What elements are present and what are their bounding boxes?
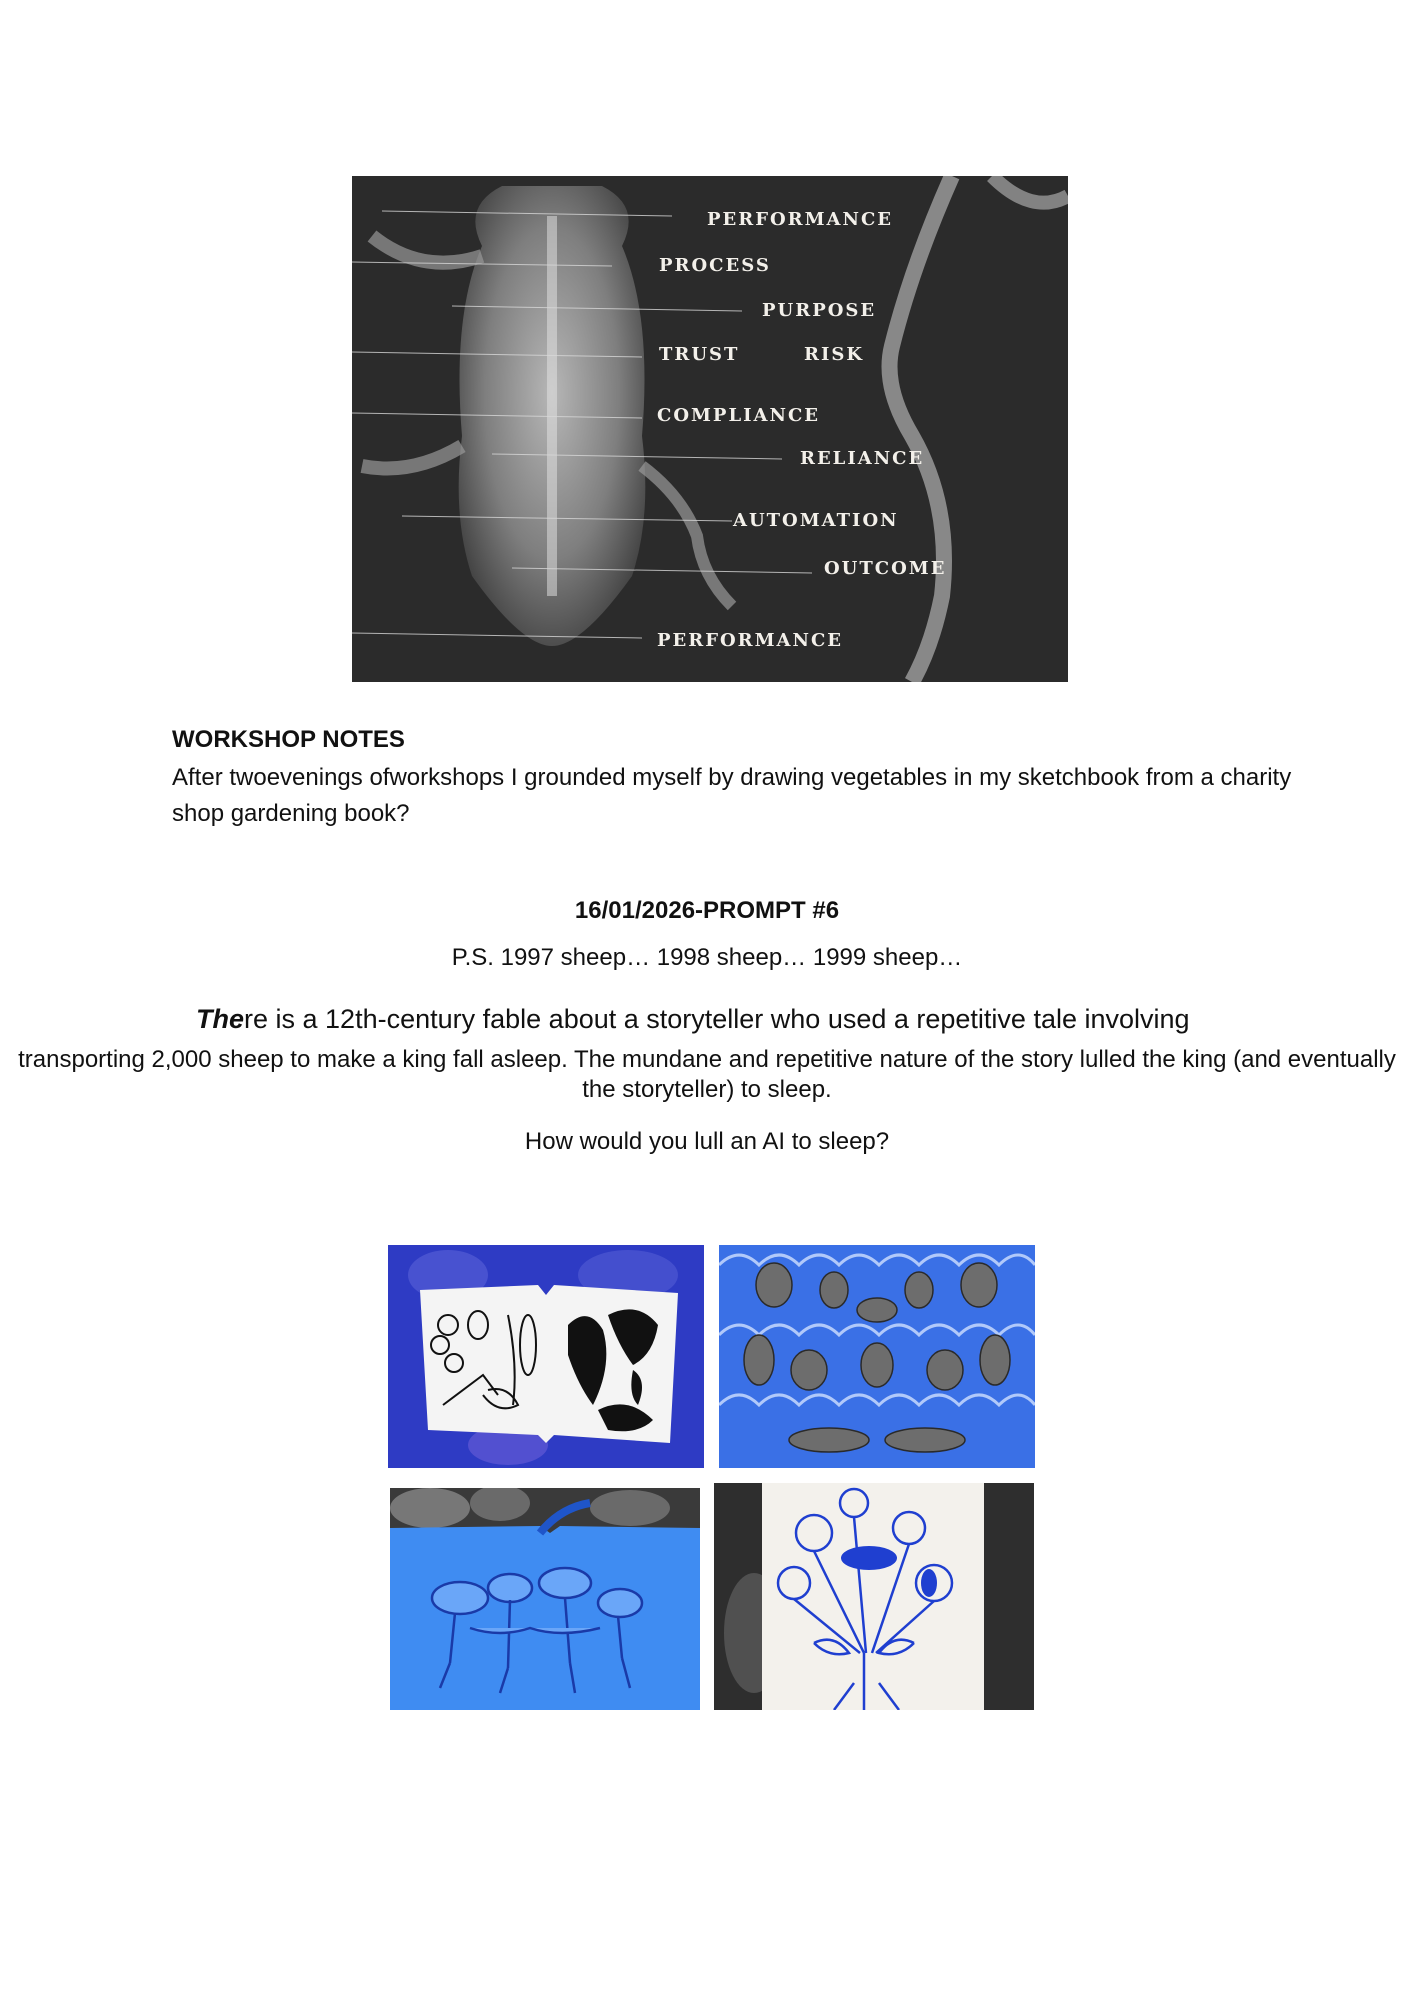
xray-label-trust: TRUST [659,344,740,365]
xray-figure [352,176,1068,682]
notes-body: After twoevenings ofworkshops I grounded myself by drawing vegetables in my sketchbook from a charity shop gardening book? [172,764,1292,827]
xray-label-performance-bottom: PERFORMANCE [657,630,844,651]
fable-body: transporting 2,000 sheep to make a king fall asleep. The mundane and repetitive nature of the story lulled the king (and eventually the storyteller) to sleep. [18,1046,1396,1103]
xray-label-process: PROCESS [659,255,771,276]
xray-label-purpose: PURPOSE [762,300,877,321]
ps-line: P.S. 1997 sheep… 1998 sheep… 1999 sheep… [451,944,963,971]
prompt-question: How would you lull an AI to sleep? [524,1128,890,1155]
fable-first-line [196,1004,1190,1035]
xray-label-compliance: COMPLIANCE [657,405,821,426]
fable-emphasis: The [196,1004,245,1034]
sketchbook-photo-blue-flowers [714,1483,1034,1710]
xray-label-automation: AUTOMATION [733,510,899,531]
sketchbook-photo-vegetables [388,1245,704,1468]
notes-heading: WORKSHOP NOTES [172,726,405,753]
sketchbook-photo-blue-mushrooms [390,1488,700,1710]
xray-label-risk: RISK [804,344,865,365]
xray-label-reliance: RELIANCE [800,448,925,469]
xray-label-outcome: OUTCOME [824,558,947,579]
collage-photo-blue-pattern [719,1245,1035,1468]
xray-image [352,176,1068,682]
prompt-title: 16/01/2026-PROMPT #6 [574,897,840,924]
fable-first-line-rest: re is a 12th-century fable about a storyteller who used a repetitive tale involving [244,1004,1190,1034]
xray-label-performance-top: PERFORMANCE [707,209,894,230]
